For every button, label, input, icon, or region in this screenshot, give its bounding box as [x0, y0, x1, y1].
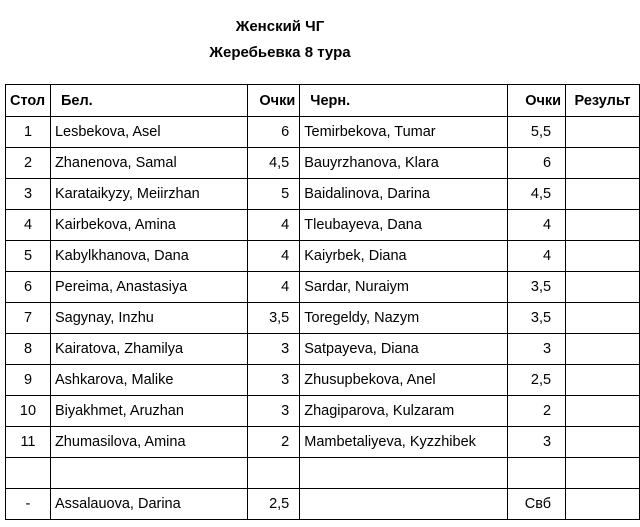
table-row	[6, 365, 640, 396]
cell-white-score: 3	[248, 365, 300, 396]
table-row	[6, 334, 640, 365]
cell-white-player: Kairatova, Zhamilya	[50, 334, 247, 365]
cell-result	[566, 334, 640, 365]
header-white-score: Очки	[248, 85, 300, 117]
cell-black-player	[300, 489, 508, 520]
cell-white-score: 4	[248, 210, 300, 241]
cell-white-score: 4	[248, 241, 300, 272]
cell-result	[566, 303, 640, 334]
cell-black-player: Bauyrzhanova, Klara	[300, 148, 508, 179]
cell-black-player: Temirbekova, Tumar	[300, 117, 508, 148]
cell-result	[566, 241, 640, 272]
cell-table-number: 11	[6, 427, 51, 458]
cell-white-player	[50, 458, 247, 489]
table-row	[6, 489, 640, 520]
header-black-score: Очки	[508, 85, 566, 117]
cell-black-player	[300, 458, 508, 489]
cell-black-player: Toregeldy, Nazym	[300, 303, 508, 334]
cell-black-player: Zhagiparova, Kulzaram	[300, 396, 508, 427]
cell-table-number: -	[6, 489, 51, 520]
cell-white-score: 4,5	[248, 148, 300, 179]
document-subtitle: Жеребьевка 8 тура	[209, 44, 351, 61]
cell-white-player: Zhanenova, Samal	[50, 148, 247, 179]
cell-result	[566, 458, 640, 489]
table-row	[6, 427, 640, 458]
cell-white-score	[248, 458, 300, 489]
cell-table-number: 10	[6, 396, 51, 427]
cell-white-player: Kabylkhanova, Dana	[50, 241, 247, 272]
cell-white-player: Lesbekova, Asel	[50, 117, 247, 148]
document-title: Женский ЧГ	[235, 18, 325, 35]
table-row	[6, 210, 640, 241]
cell-white-score: 3	[248, 334, 300, 365]
cell-result	[566, 272, 640, 303]
table-row	[6, 117, 640, 148]
header-result: Результ	[566, 85, 640, 117]
cell-white-score: 3	[248, 396, 300, 427]
header-table-number: Стол	[6, 85, 51, 117]
cell-black-score: 2,5	[508, 365, 566, 396]
table-row	[6, 241, 640, 272]
cell-white-score: 3,5	[248, 303, 300, 334]
cell-white-player: Kairbekova, Amina	[50, 210, 247, 241]
cell-white-score: 5	[248, 179, 300, 210]
cell-white-score: 2,5	[248, 489, 300, 520]
table-header-row	[6, 85, 640, 117]
cell-white-player: Sagynay, Inzhu	[50, 303, 247, 334]
cell-white-score: 4	[248, 272, 300, 303]
cell-table-number: 7	[6, 303, 51, 334]
table-row	[6, 148, 640, 179]
cell-black-score: 3	[508, 334, 566, 365]
pairings-table	[5, 84, 640, 520]
table-row	[6, 303, 640, 334]
table-row	[6, 396, 640, 427]
cell-table-number: 5	[6, 241, 51, 272]
cell-black-score: 3	[508, 427, 566, 458]
cell-black-player: Kaiyrbek, Diana	[300, 241, 508, 272]
cell-white-player: Karataikyzy, Meiirzhan	[50, 179, 247, 210]
cell-result	[566, 365, 640, 396]
cell-table-number: 3	[6, 179, 51, 210]
cell-table-number: 6	[6, 272, 51, 303]
cell-white-player: Pereima, Anastasiya	[50, 272, 247, 303]
table-row	[6, 458, 640, 489]
cell-black-score	[508, 458, 566, 489]
cell-result	[566, 179, 640, 210]
cell-result	[566, 117, 640, 148]
cell-white-player: Zhumasilova, Amina	[50, 427, 247, 458]
table-row	[6, 272, 640, 303]
header-black-player: Черн.	[300, 85, 508, 117]
cell-white-player: Ashkarova, Malike	[50, 365, 247, 396]
cell-result	[566, 427, 640, 458]
cell-black-player: Tleubayeva, Dana	[300, 210, 508, 241]
cell-black-score: 3,5	[508, 303, 566, 334]
cell-result	[566, 148, 640, 179]
cell-table-number: 8	[6, 334, 51, 365]
cell-table-number: 4	[6, 210, 51, 241]
cell-result	[566, 489, 640, 520]
cell-white-score: 2	[248, 427, 300, 458]
cell-black-player: Zhusupbekova, Anel	[300, 365, 508, 396]
cell-white-player: Assalauova, Darina	[50, 489, 247, 520]
cell-white-player: Biyakhmet, Aruzhan	[50, 396, 247, 427]
cell-black-score: 3,5	[508, 272, 566, 303]
cell-table-number: 9	[6, 365, 51, 396]
header-white-player: Бел.	[50, 85, 247, 117]
cell-black-score: Свб	[508, 489, 566, 520]
cell-black-score: 6	[508, 148, 566, 179]
cell-white-score: 6	[248, 117, 300, 148]
cell-black-score: 4,5	[508, 179, 566, 210]
cell-black-score: 4	[508, 241, 566, 272]
cell-result	[566, 210, 640, 241]
cell-black-player: Baidalinova, Darina	[300, 179, 508, 210]
cell-table-number: 2	[6, 148, 51, 179]
cell-black-player: Mambetaliyeva, Kyzzhibek	[300, 427, 508, 458]
cell-black-score: 5,5	[508, 117, 566, 148]
cell-table-number: 1	[6, 117, 51, 148]
cell-black-score: 4	[508, 210, 566, 241]
cell-table-number	[6, 458, 51, 489]
cell-black-player: Satpayeva, Diana	[300, 334, 508, 365]
cell-black-player: Sardar, Nuraiym	[300, 272, 508, 303]
table-row	[6, 179, 640, 210]
cell-black-score: 2	[508, 396, 566, 427]
cell-result	[566, 396, 640, 427]
